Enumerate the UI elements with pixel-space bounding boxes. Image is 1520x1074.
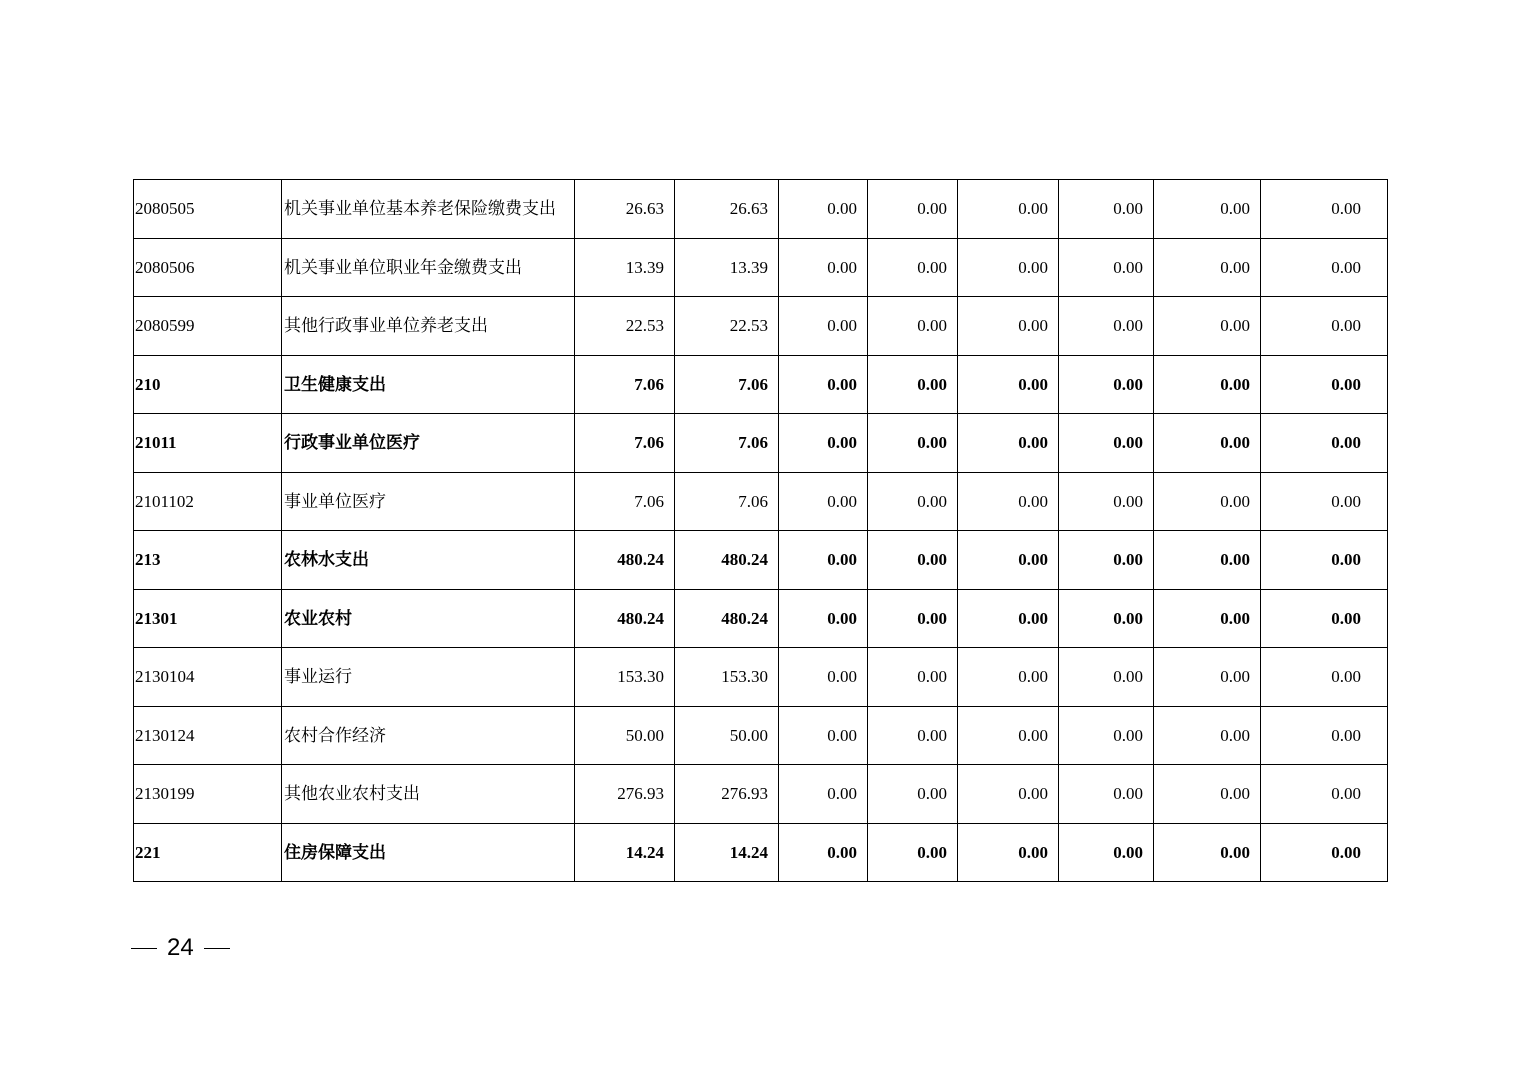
category-code: 2080505 [134, 180, 282, 239]
value-cell: 0.00 [958, 706, 1059, 765]
value-cell: 153.30 [675, 648, 779, 707]
table-row [134, 297, 1388, 356]
category-name: 机关事业单位基本养老保险缴费支出 [282, 180, 575, 239]
value-cell: 0.00 [1154, 589, 1261, 648]
value-cell: 0.00 [958, 589, 1059, 648]
value-cell: 0.00 [958, 823, 1059, 882]
budget-table-body [134, 180, 1388, 882]
value-cell: 0.00 [868, 414, 958, 473]
category-code: 2080506 [134, 238, 282, 297]
value-cell: 0.00 [1154, 238, 1261, 297]
category-name: 机关事业单位职业年金缴费支出 [282, 238, 575, 297]
value-cell: 0.00 [779, 589, 868, 648]
value-cell: 0.00 [779, 355, 868, 414]
table-row [134, 648, 1388, 707]
category-name: 其他农业农村支出 [282, 765, 575, 824]
value-cell: 0.00 [779, 472, 868, 531]
value-cell: 22.53 [675, 297, 779, 356]
value-cell: 13.39 [675, 238, 779, 297]
table-row [134, 706, 1388, 765]
budget-table [133, 179, 1388, 882]
value-cell: 0.00 [958, 531, 1059, 590]
value-cell: 0.00 [779, 531, 868, 590]
value-cell: 0.00 [779, 648, 868, 707]
value-cell: 480.24 [575, 531, 675, 590]
category-code: 2130199 [134, 765, 282, 824]
value-cell: 0.00 [958, 238, 1059, 297]
table-row [134, 531, 1388, 590]
value-cell: 0.00 [1154, 355, 1261, 414]
value-cell: 0.00 [1261, 238, 1388, 297]
category-code: 2130104 [134, 648, 282, 707]
category-name: 其他行政事业单位养老支出 [282, 297, 575, 356]
value-cell: 0.00 [1261, 823, 1388, 882]
value-cell: 0.00 [1059, 589, 1154, 648]
value-cell: 7.06 [675, 472, 779, 531]
value-cell: 0.00 [868, 706, 958, 765]
value-cell: 480.24 [575, 589, 675, 648]
value-cell: 13.39 [575, 238, 675, 297]
value-cell: 26.63 [675, 180, 779, 239]
value-cell: 0.00 [958, 180, 1059, 239]
value-cell: 276.93 [575, 765, 675, 824]
category-code: 210 [134, 355, 282, 414]
value-cell: 0.00 [868, 355, 958, 414]
category-name: 住房保障支出 [282, 823, 575, 882]
table-row [134, 238, 1388, 297]
value-cell: 0.00 [1059, 355, 1154, 414]
value-cell: 0.00 [1059, 297, 1154, 356]
value-cell: 0.00 [1059, 823, 1154, 882]
value-cell: 50.00 [675, 706, 779, 765]
table-row [134, 823, 1388, 882]
category-code: 213 [134, 531, 282, 590]
value-cell: 7.06 [575, 355, 675, 414]
value-cell: 0.00 [779, 765, 868, 824]
value-cell: 0.00 [779, 706, 868, 765]
value-cell: 153.30 [575, 648, 675, 707]
value-cell: 0.00 [1261, 297, 1388, 356]
value-cell: 0.00 [1059, 706, 1154, 765]
value-cell: 50.00 [575, 706, 675, 765]
value-cell: 0.00 [958, 297, 1059, 356]
value-cell: 0.00 [1059, 180, 1154, 239]
value-cell: 0.00 [1059, 238, 1154, 297]
value-cell: 0.00 [1154, 180, 1261, 239]
value-cell: 0.00 [1261, 355, 1388, 414]
value-cell: 0.00 [1261, 531, 1388, 590]
value-cell: 0.00 [1154, 472, 1261, 531]
value-cell: 0.00 [1261, 765, 1388, 824]
value-cell: 0.00 [1261, 414, 1388, 473]
page-number-value: 24 [167, 934, 194, 961]
value-cell: 0.00 [958, 472, 1059, 531]
value-cell: 0.00 [868, 180, 958, 239]
value-cell: 0.00 [1059, 648, 1154, 707]
category-code: 21011 [134, 414, 282, 473]
page-number [131, 932, 230, 964]
value-cell: 0.00 [958, 355, 1059, 414]
value-cell: 0.00 [868, 238, 958, 297]
category-name: 行政事业单位医疗 [282, 414, 575, 473]
table-row [134, 472, 1388, 531]
value-cell: 480.24 [675, 589, 779, 648]
value-cell: 0.00 [1154, 414, 1261, 473]
value-cell: 0.00 [958, 648, 1059, 707]
category-code: 21301 [134, 589, 282, 648]
value-cell: 0.00 [1154, 765, 1261, 824]
value-cell: 0.00 [868, 297, 958, 356]
value-cell: 7.06 [575, 414, 675, 473]
value-cell: 0.00 [1261, 648, 1388, 707]
value-cell: 0.00 [779, 414, 868, 473]
category-name: 卫生健康支出 [282, 355, 575, 414]
value-cell: 26.63 [575, 180, 675, 239]
value-cell: 0.00 [1154, 648, 1261, 707]
value-cell: 276.93 [675, 765, 779, 824]
value-cell: 0.00 [779, 823, 868, 882]
category-name: 事业运行 [282, 648, 575, 707]
value-cell: 0.00 [868, 589, 958, 648]
value-cell: 0.00 [958, 765, 1059, 824]
value-cell: 0.00 [779, 180, 868, 239]
category-code: 2080599 [134, 297, 282, 356]
value-cell: 0.00 [868, 823, 958, 882]
category-name: 农村合作经济 [282, 706, 575, 765]
table-row [134, 589, 1388, 648]
value-cell: 0.00 [779, 297, 868, 356]
value-cell: 0.00 [1261, 589, 1388, 648]
value-cell: 22.53 [575, 297, 675, 356]
value-cell: 480.24 [675, 531, 779, 590]
value-cell: 0.00 [1154, 706, 1261, 765]
page-number-dash-right [204, 948, 230, 949]
value-cell: 0.00 [1154, 531, 1261, 590]
table-row [134, 180, 1388, 239]
value-cell: 7.06 [675, 355, 779, 414]
value-cell: 0.00 [1059, 765, 1154, 824]
value-cell: 0.00 [868, 472, 958, 531]
value-cell: 0.00 [1261, 472, 1388, 531]
value-cell: 14.24 [575, 823, 675, 882]
value-cell: 14.24 [675, 823, 779, 882]
value-cell: 0.00 [868, 648, 958, 707]
category-name: 农林水支出 [282, 531, 575, 590]
table-row [134, 355, 1388, 414]
value-cell: 7.06 [675, 414, 779, 473]
page-number-dash-left [131, 948, 157, 949]
value-cell: 0.00 [1154, 297, 1261, 356]
table-row [134, 414, 1388, 473]
category-code: 2101102 [134, 472, 282, 531]
category-code: 2130124 [134, 706, 282, 765]
value-cell: 0.00 [1059, 472, 1154, 531]
table-row [134, 765, 1388, 824]
value-cell: 0.00 [868, 765, 958, 824]
value-cell: 0.00 [958, 414, 1059, 473]
value-cell: 0.00 [868, 531, 958, 590]
value-cell: 0.00 [779, 238, 868, 297]
value-cell: 7.06 [575, 472, 675, 531]
value-cell: 0.00 [1059, 531, 1154, 590]
value-cell: 0.00 [1059, 414, 1154, 473]
category-name: 农业农村 [282, 589, 575, 648]
category-name: 事业单位医疗 [282, 472, 575, 531]
value-cell: 0.00 [1154, 823, 1261, 882]
category-code: 221 [134, 823, 282, 882]
value-cell: 0.00 [1261, 706, 1388, 765]
value-cell: 0.00 [1261, 180, 1388, 239]
